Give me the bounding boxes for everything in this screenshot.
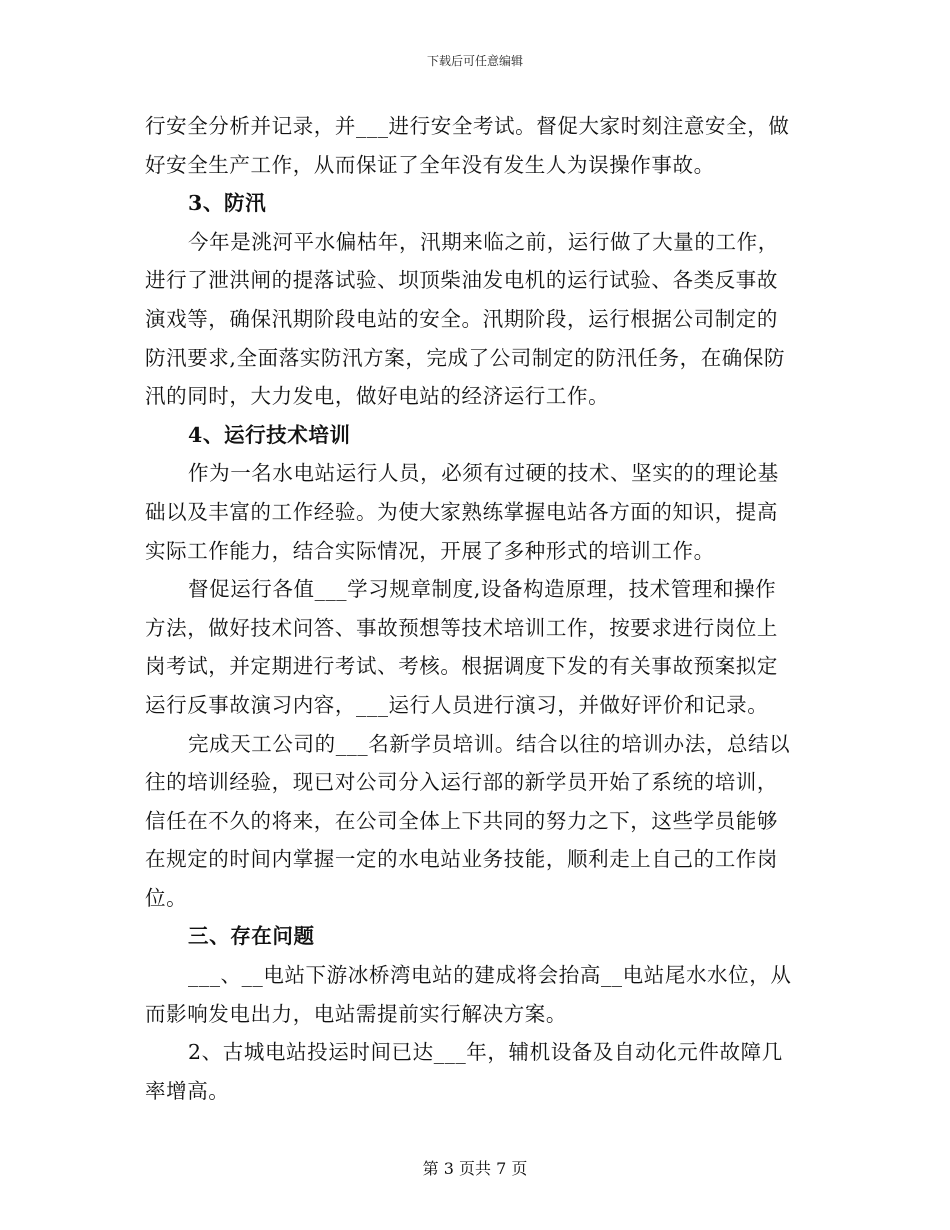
text-line: 在规定的时间内掌握一定的水电站业务技能，顺利走上自己的工作岗 [145,847,778,872]
text-line: 2、古城电站投运时间已达___年，辅机设备及自动化元件故障几 [188,1040,783,1065]
text-line: 率增高。 [145,1078,230,1103]
text-line: 信任在不久的将来，在公司全体上下共同的努力之下，这些学员能够 [145,808,778,833]
text-line: 运行反事故演习内容，___运行人员进行演习，并做好评价和记录。 [145,692,769,717]
page-footer: 第 3 页共 7 页 [422,1159,528,1178]
text-line: 往的培训经验，现已对公司分入运行部的新学员开始了系统的培训， [145,770,778,795]
text-line: 完成天工公司的___名新学员培训。结合以往的培训办法，总结以 [188,731,791,756]
text-line: 岗考试，并定期进行考试、考核。根据调度下发的有关事故预案拟定 [145,654,778,679]
text-line: 汛的同时，大力发电，做好电站的经济运行工作。 [145,384,610,409]
text-line: ___、__电站下游冰桥湾电站的建成将会抬高__电站尾水水位，从 [188,963,792,988]
text-line: 今年是洮河平水偏枯年，汛期来临之前，运行做了大量的工作， [188,229,779,254]
text-line: 位。 [145,885,188,910]
text-line: 而影响发电出力，电站需提前实行解决方案。 [145,1001,567,1026]
text-line: 防汛要求,全面落实防汛方案，完成了公司制定的防汛任务，在确保防 [145,345,786,370]
page-header: 下载后可任意编辑 [426,54,523,68]
text-line: 作为一名水电站运行人员，必须有过硬的技术、坚实的的理论基 [188,461,779,486]
text-line: 演戏等，确保汛期阶段电站的安全。汛期阶段，运行根据公司制定的 [145,306,778,331]
section-heading: 三、存在问题 [188,924,315,949]
text-line: 好安全生产工作，从而保证了全年没有发生人为误操作事故。 [145,152,715,177]
text-line: 行安全分析并记录，并___进行安全考试。督促大家时刻注意安全，做 [145,114,790,138]
document-body [145,107,805,1110]
section-heading: 3、防汛 [188,191,267,216]
text-line: 督促运行各值___学习规章制度,设备构造原理，技术管理和操作 [188,577,777,602]
text-line: 进行了泄洪闸的提落试验、坝顶柴油发电机的运行试验、各类反事故 [145,268,778,293]
text-line: 方法，做好技术问答、事故预想等技术培训工作，按要求进行岗位上 [145,615,778,640]
text-line: 础以及丰富的工作经验。为使大家熟练掌握电站各方面的知识，提高 [145,499,778,524]
section-heading: 4、运行技术培训 [188,422,351,447]
text-line: 实际工作能力，结合实际情况，开展了多种形式的培训工作。 [145,538,715,563]
